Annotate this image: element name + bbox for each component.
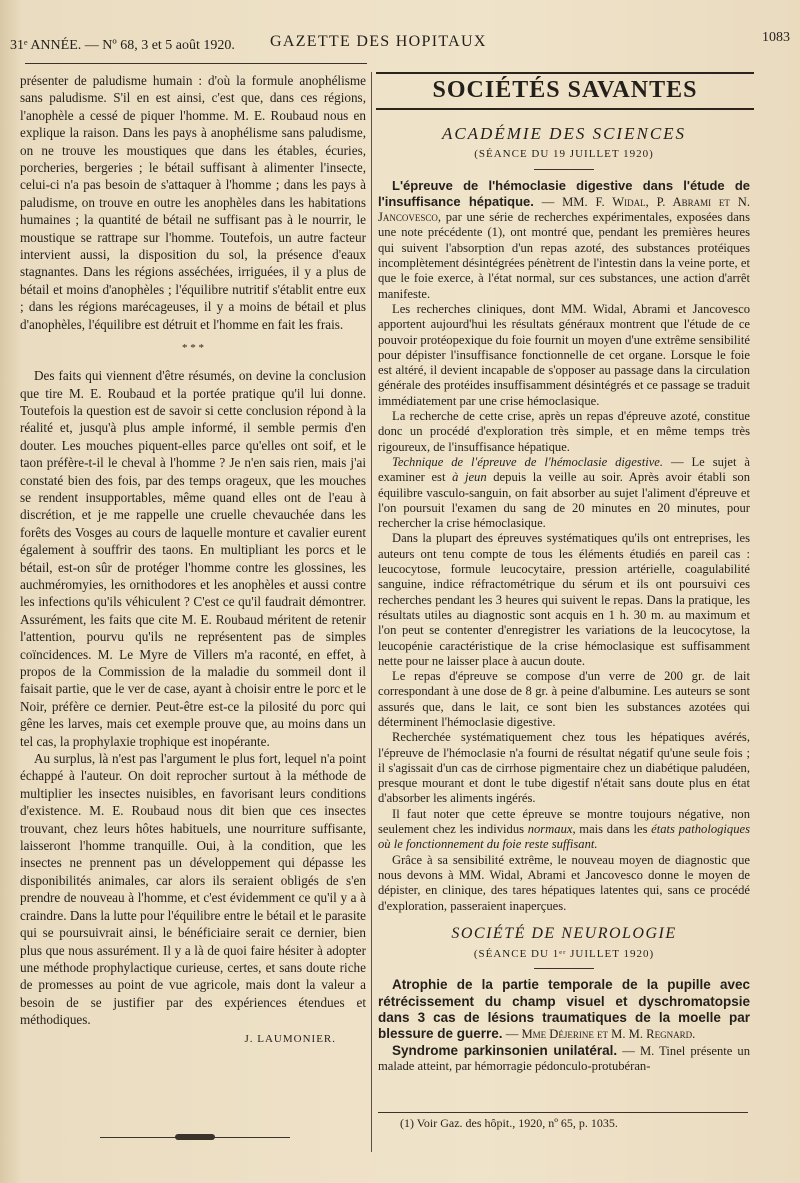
article-lead (378, 178, 750, 302)
footnote-rule (378, 1112, 748, 1113)
section-header (376, 72, 754, 110)
paragraph (378, 807, 750, 853)
session-date: (SÉANCE DU 19 JUILLET 1920) (474, 148, 654, 161)
academy-heading: ACADÉMIE DES SCIENCES (441, 124, 687, 143)
short-rule (534, 169, 594, 170)
paragraph: Grâce à sa sensibilité extrême, le nouveau moyen de diagnostic que nous devons à MM. Widal, Abrami et Jancovesco donne le moyen de dépister, en clinique, des tares hépatiques latentes qui, sans ce procédé d'exploration, passeraient inaperçues. (378, 852, 750, 913)
paragraph: Au surplus, là n'est pas l'argument le plus fort, lequel n'a point échappé à l'auteur. On doit reprocher surtout à la méthode de multiplier les insectes nuisibles, en favorisant leurs conditions d'existence. M. E. Roubaud nous dit bien que ces insectes trouvant, chez leurs hôtes habituels, une nourriture suffisante, laisseront l'homme tranquille. Oui, à la condition, que les insectes ne prennent pas un développement qui dépasse les disponibilités animales, car alors ils seraient obligés de s'en prendre de nouveau à l'homme, et c'est évidemment ce qu'il y a à craindre. Dans la lutte pour l'équilibre entre le bétail et le parasite qui se poursuivrait ainsi, le bénéficiaire serait ce dernier, bien plus que nous assurément. Il y a là de quoi faire hésiter à adopter une méthode prophylactique curieuse, certes, et sans doute riche de promesses au point de vue agricole, mais dont la valeur a besoin de se justifier par des expériences étendues et méthodiques. (20, 751, 366, 1028)
column-divider (371, 72, 372, 1152)
issue-info: 31ᵉ ANNÉE. — Nº 68, 3 et 5 août 1920. (10, 38, 235, 53)
text: , mais dans les (572, 822, 652, 837)
left-column (20, 72, 366, 1048)
author-signature: J. LAUMONIER. (244, 1032, 336, 1045)
item-title: Atrophie de la partie temporale de la pupille avec rétrécissement du champ visuel et dyschromatopsie dans 3 cas de lésions traumatiques de la moelle par blessure de guerre. (378, 977, 750, 1042)
article-text: par une série de recherches expérimentales, exposées dans une note précédente (1), ont montré que, pendant les premières heures qui suivent l'absorption d'un repas azoté, des substances protéiques incomplètement désintégrées pénètrent de l'intestin dans la veine porte, et que le foie exerce, à l'état normal, sur ces substances, une action d'arrêt manifeste. (378, 210, 750, 301)
paragraph: Recherchée systématiquement chez tous les hépatiques avérés, l'épreuve de l'hémoclasie n'a fourni de résultat négatif qu'une seule fois ; il s'agissait d'un cas de cirrhose pigmentaire chez un diabétique paludéen, presque mourant et dont le tube digestif n'était sans doute plus en état d'absorber les aliments ingérés. (378, 730, 750, 806)
paragraph: présenter de paludisme humain : d'où la formule anophélisme sans paludisme. S'il en est ainsi, c'est que, dans ces régions, l'anophèle a cessé de piquer l'homme. M. E. Roubaud nous en explique la raison. Dans les pays à anophélisme sans paludisme, on ne trouve les moustiques que dans les étables, écuries, porcheries, bergeries ; le bétail suffisant à alimenter l'insecte, celui-ci n'a pas besoin de s'attaquer à l'homme ; dans les pays à paludisme, on trouve en outre les anophèles dans les habitations humaines ; la quantité de bétail ne suffisant pas à le nourrir, le moustique se rattrape sur l'homme. Toutefois, un autre facteur intervient aussi, la disposition du sol, la présence d'eaux stagnantes. Dans les régions asséchées, irriguées, il y a plus de bétail et moins d'anophèles ; l'équilibre nutritif s'établit entre eux ; dans les régions marécageuses, il y a moins de bétail et plus d'anophèles, l'équilibre est détruit et l'homme en fait les frais. (20, 73, 366, 332)
section-title: SOCIÉTÉS SAVANTES (432, 77, 698, 103)
item-text: — M. Tinel présente un malade atteint, par hémorragie pédonculo-protubéran- (378, 1043, 751, 1073)
text: depuis la veille au soir. Après avoir établi son équilibre vasculo-sanguin, on fait absorber au sujet l'aliment d'épreuve et l'on poursuit l'examen du sang de 20 minutes en 20 minutes, pour rechercher la crise hémoclasique. (378, 470, 751, 531)
journal-title: GAZETTE DES HOPITAUX (270, 33, 487, 50)
item-authors: — Mme Déjerine et M. M. Regnard. (502, 1027, 696, 1042)
text-italic: normaux (527, 822, 573, 837)
right-column (378, 72, 750, 1074)
text-italic: à jeun (452, 470, 487, 485)
header-rule (25, 63, 367, 64)
ornament-center (175, 1134, 215, 1140)
text: — Le sujet à examiner est (378, 454, 750, 485)
session-date: (SÉANCE DU 1ᵉʳ JUILLET 1920) (473, 948, 655, 961)
article-authors: — MM. F. Widal, P. Abrami et N. Jancovesco, (378, 194, 750, 225)
subheading: Technique de l'épreuve de l'hémoclasie digestive. (392, 454, 664, 469)
neurology-heading: SOCIÉTÉ DE NEUROLOGIE (451, 924, 677, 942)
footnote: (1) Voir Gaz. des hôpit., 1920, nº 65, p. 1035. (400, 1116, 618, 1130)
page-number: 1083 (762, 30, 790, 45)
paragraph: Le repas d'épreuve se compose d'un verre de 200 gr. de lait correspondant à une dose de 8 gr. à peine d'albumine. Les auteurs se sont assurés que, dans le lait, ce sont bien les substances azotées qui déterminent l'hémoclasie digestive. (378, 669, 750, 729)
paragraph (378, 455, 750, 531)
text: Il faut noter que cette épreuve se montre toujours négative, non seulement chez les individus (378, 806, 750, 837)
paragraph: Des faits qui viennent d'être résumés, on devine la conclusion que tire M. E. Roubaud et la portée pratique qu'il lui donne. Toutefois la question est de savoir si cette conclusion répond à la réalité et, jusqu'à plus ample informé, il semble permis d'en douter. Les mouches piquent-elles parce qu'elles ont soif, et le taon préfère-t-il le cheval à l'homme ? Je n'en sais rien, mais j'ai constaté bien des fois, par des temps orageux, que les mouches se rendent insupportables, même quand elles ont de l'eau à discrétion, et je me rappelle une cruelle chevauchée dans les forêts des Vosges au cours de laquelle monture et cavalier eurent également à souffrir des taons. En multipliant les porcs et le bétail, est-on sûr de protéger l'homme contre les glossines, les auchméromyies, les ornithodores et les anophèles et aussi contre les infections qu'ils véhiculent ? C'est ce qu'il faudrait démontrer. Assurément, les faits que cite M. E. Roubaud méritent de retenir l'attention, pourvu qu'ils ne représentent pas de simples coïncidences. M. Le Myre de Villers m'a raconté, en effet, à propos de la Commission de la maladie du sommeil dont il faisait partie, que le ver de case, ayant à choisir entre le porc et le Noir, préfère ce dernier. Peut-être est-ce la pilosité du porc qui gêne les larves, mais cet exemple prouve que, au moins dans un tel cas, la prophylaxie trophique est inopérante. (20, 368, 366, 749)
page-header (10, 30, 790, 58)
text-italic: états pathologiques où le fonctionnement du foie reste suffisant. (378, 822, 750, 852)
section-separator: * * * (182, 342, 204, 355)
paragraph: Les recherches cliniques, dont MM. Widal, Abrami et Jancovesco apportent aujourd'hui les résultats généraux montrent que l'étude de ce pouvoir protéopexique du foie fournit un moyen d'une extrême sensibilité pour dépister l'insuffisance fonctionnelle de cet organe. Lorsque le foie est altéré, il devient incapable de s'opposer au passage dans la circulation générale des protéides insuffisamment désintégrés et ce passage se traduit immédiatement par une crise hémoclasique. (378, 301, 750, 408)
neuro-item (378, 977, 750, 1042)
neuro-item (378, 1043, 750, 1075)
paragraph: La recherche de cette crise, après un repas d'épreuve azoté, constitue donc un procédé d'exploration très simple, et en même temps très rigoureux, de l'insuffisance hépatique. (378, 409, 750, 454)
short-rule (534, 968, 594, 969)
end-ornament (100, 1136, 290, 1140)
paragraph: Dans la plupart des épreuves systématiques qu'ils ont entreprises, les auteurs ont tenu compte de tous les éléments étudiés en pareil cas : leucocytose, formule leucocytaire, pression artérielle, coagulabilité sanguine, indice réfractométrique du sérum et ils ont poursuivi ces recherches pendant les 3 heures qui suivent le repas. Dans la pratique, les résultats utiles au diagnostic sont acquis en 1 h. 30 m. au maximum et l'on peut se contenter d'enregistrer les variations de la leucocytose, la leucopénie caractéristique de la crise hémoclasique est suffisamment nette pour ne laisser place à aucun doute. (378, 531, 750, 668)
article-title: L'épreuve de l'hémoclasie digestive dans l'étude de l'insuffisance hépatique. (378, 177, 750, 209)
item-title: Syndrome parkinsonien unilatéral. (392, 1042, 618, 1058)
